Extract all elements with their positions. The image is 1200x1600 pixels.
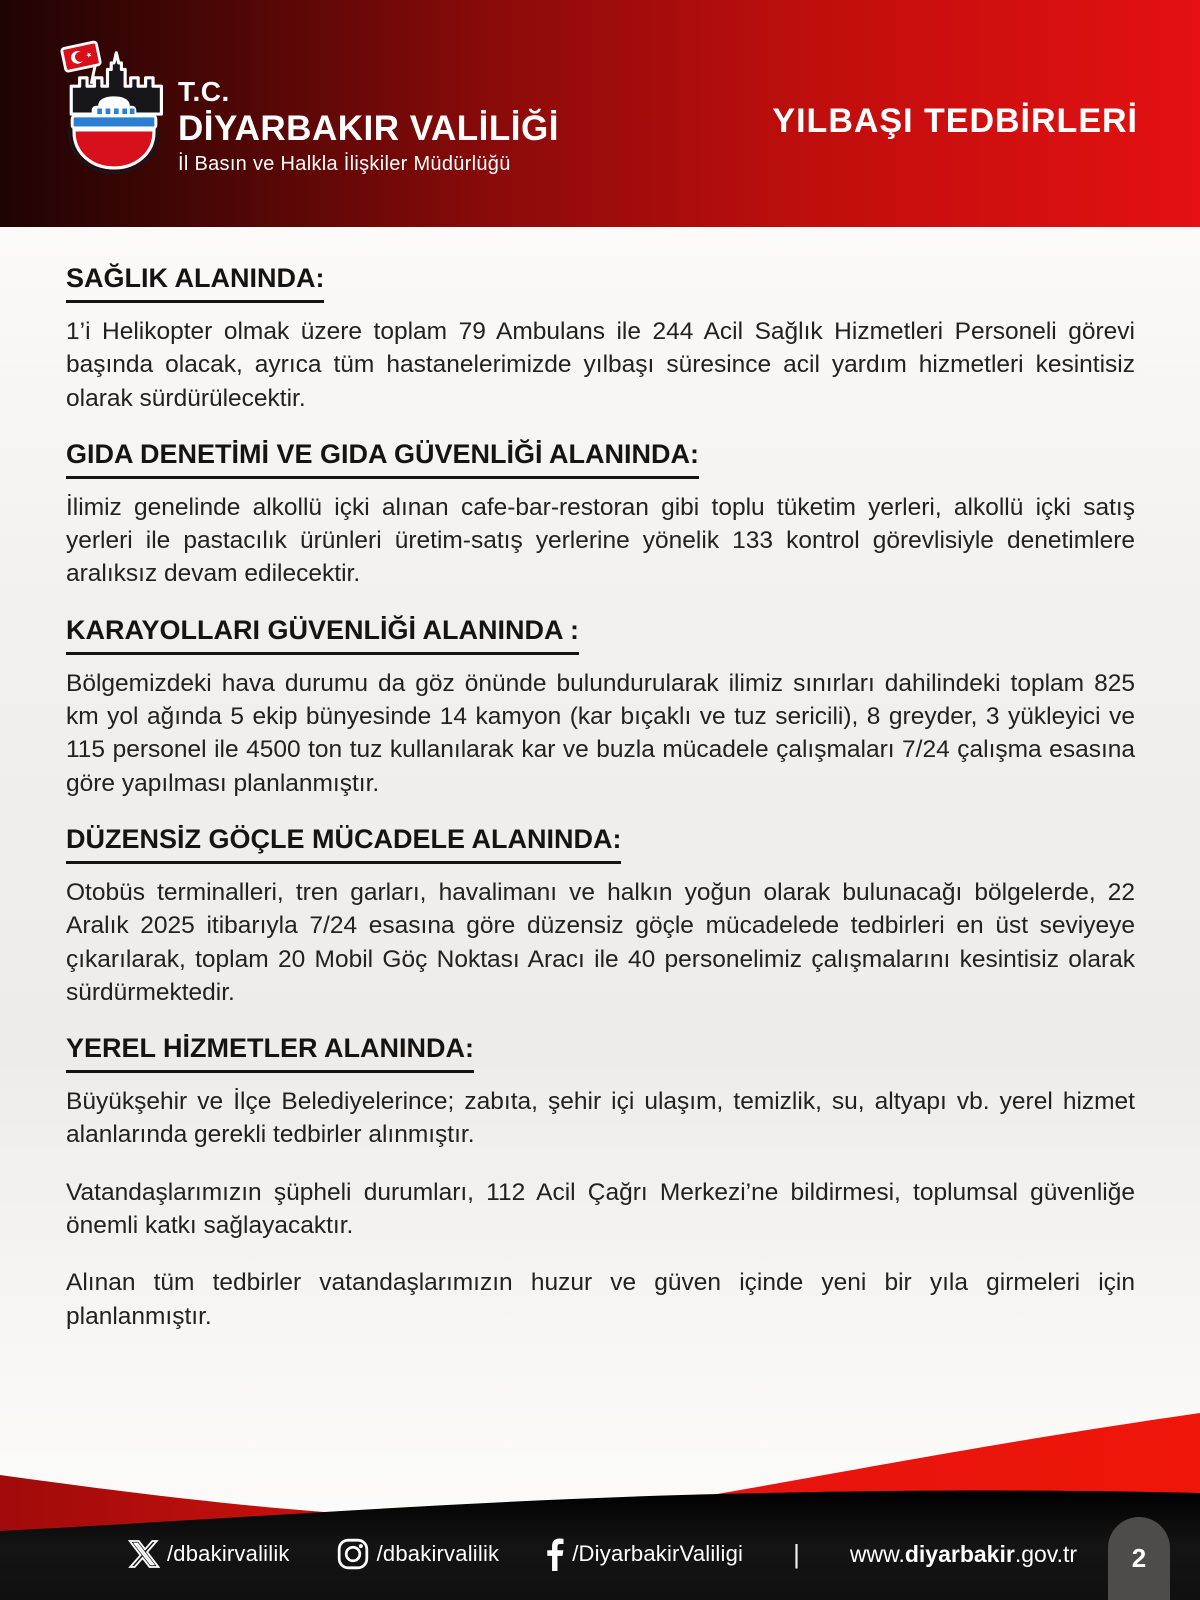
footer-separator: | [793,1538,800,1569]
section-paragraph: Vatandaşlarımızın şüpheli durumları, 112 Acil Çağrı Merkezi’ne bildirmesi, toplumsal güvenliğe önemli katkı sağlayacaktır. [66,1178,1135,1240]
section-paragraph: Otobüs terminalleri, tren garları, havalimanı ve halkın yoğun olarak bulunacağı bölgelerde, 22 Aralık 2025 itibarıyla 7/24 esasına göre düzensiz göçle mücadelede tedbirleri en üst seviyeye çıkarılarak, toplam 20 Mobil Göç Noktası Aracı ile 40 personelimiz çalışmalarını kesintisiz olarak sürdürmektedir. [66,878,1135,1006]
header-banner [0,0,1200,227]
instagram-icon [336,1537,370,1571]
facebook-icon [545,1537,565,1571]
x-social-link[interactable] [128,1538,290,1570]
section-paragraph: 1’i Helikopter olmak üzere toplam 79 Ambulans ile 244 Acil Sağlık Hizmetleri Personeli görevi başında olacak, ayrıca tüm hastanelerimizde yılbaşı süresince acil yardım hizmetleri kesintisiz olarak sürdürülecektir. [66,318,1135,412]
page-number: 2 [1131,1543,1147,1573]
section-gida [66,439,1135,591]
footer-social-row [0,1532,1105,1576]
org-prefix: T.C. [178,76,230,107]
banner-title: YILBAŞI TEDBİRLERİ [772,102,1138,140]
org-department: İl Basın ve Halkla İlişkiler Müdürlüğü [178,153,511,175]
section-paragraph: İlimiz genelinde alkollü içki alınan cafe-bar-restoran gibi toplu tüketim yerleri, alkollü içki satış yerleri ile pastacılık ürünleri üretim-satış yerlerine yönelik 133 kontrol görevlisiyle denetimlere aralıksız devam edilecektir. [66,493,1135,588]
valilik-logo-icon [58,36,170,194]
website-link[interactable] [850,1541,1077,1568]
section-heading: KARAYOLLARI GÜVENLİĞİ ALANINDA : [66,615,1135,655]
section-paragraph: Büyükşehir ve İlçe Belediyelerince; zabıta, şehir içi ulaşım, temizlik, su, altyapı vb. yerel hizmet alanlarında gerekli tedbirler alınmıştır. [66,1088,1135,1149]
section-karayollari [66,615,1135,800]
page-number-tab [1108,1517,1170,1600]
section-saglik [66,263,1135,415]
x-handle: /dbakirvalilik [167,1541,290,1566]
instagram-handle: /dbakirvalilik [376,1541,500,1566]
x-icon [128,1538,160,1570]
section-heading: GIDA DENETİMİ VE GIDA GÜVENLİĞİ ALANINDA: [66,439,1135,479]
footer [0,1368,1200,1600]
org-name: DİYARBAKIR VALİLİĞİ [178,109,559,148]
website-suffix: .gov.tr [1014,1540,1078,1567]
website-prefix: www. [849,1540,905,1567]
agency-identity [178,78,559,174]
section-paragraph: Bölgemizdeki hava durumu da göz önünde bulundurularak ilimiz sınırları dahilindeki toplam 825 km yol ağında 5 ekip bünyesinde 14 kamyon (kar bıçaklı ve tuz sericili), 8 greyder, 3 yükleyici ve 115 personel ile 4500 ton tuz kullanılarak kar ve buzla mücadele çalışmaları 7/24 çalışma esasına göre yapılması planlanmıştır. [66,669,1135,797]
section-yerel-hizmetler [66,1033,1135,1333]
facebook-handle: /DiyarbakirValiligi [572,1541,744,1566]
facebook-social-link[interactable] [545,1537,743,1571]
instagram-social-link[interactable] [336,1537,500,1571]
section-goc [66,824,1135,1009]
section-heading: DÜZENSİZ GÖÇLE MÜCADELE ALANINDA: [66,824,1135,864]
section-heading: YEREL HİZMETLER ALANINDA: [66,1033,1135,1073]
section-heading: SAĞLIK ALANINDA: [66,263,1135,303]
section-paragraph: Alınan tüm tedbirler vatandaşlarımızın huzur ve güven içinde yeni bir yıla girmeleri için planlanmıştır. [66,1269,1135,1330]
website-bold: diyarbakir [904,1540,1015,1567]
